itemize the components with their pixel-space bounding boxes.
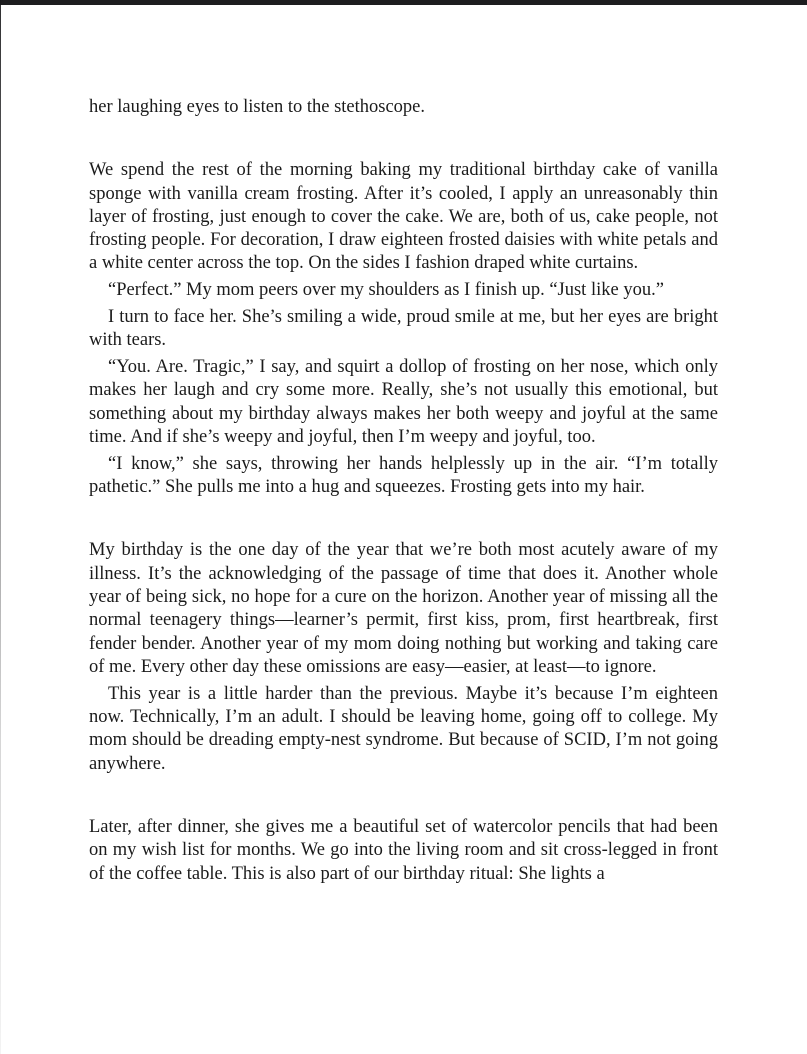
- paragraph: “Perfect.” My mom peers over my shoulders as I finish up. “Just like you.”: [108, 280, 664, 301]
- paragraph: “You. Are. Tragic,” I say, and squirt a dollop of frosting on her nose, which only makes her laugh and cry some more. Really, she’s not usually this emotional, but something about my birthday always makes her both weepy and joyful at the same time. And if she’s weepy and joyful, then I’m weepy and joyful, too.: [89, 357, 718, 448]
- paragraph: her laughing eyes to listen to the stethoscope.: [89, 97, 426, 117]
- paragraph: “I know,” she says, throwing her hands helplessly up in the air. “I’m totally pathetic.” She pulls me into a hug and squeezes. Frosting gets into my hair.: [89, 453, 718, 498]
- paragraph: My birthday is the one day of the year that we’re both most acutely aware of my illness. It’s the acknowledging of the passage of time that does it. Another whole year of being sick, no hope for a cure on the horizon. Another year of missing all the normal teenagery things—learner’s permit, first kiss, prom, first heartbreak, first fender bender. Another year of my mom doing nothing but working and taking care of me. Every other day these omissions are easy—easier, at least—to ignore.: [89, 540, 718, 677]
- paragraph: We spend the rest of the morning baking my traditional birthday cake of vanilla sponge with vanilla cream frosting. After it’s cooled, I apply an unreasonably thin layer of frosting, just enough to cover the cake. We are, both of us, cake people, not frosting people. For decoration, I draw eighteen frosted daisies with white petals and a white center across the top. On the sides I fashion draped white curtains.: [89, 160, 718, 274]
- scan-edge-top: [0, 0, 807, 5]
- paragraph: This year is a little harder than the previous. Maybe it’s because I’m eighteen now. Technically, I’m an adult. I should be leaving home, going off to college. My mom should be dreading empty-nest syndrome. But because of SCID, I’m not going anywhere.: [89, 683, 718, 774]
- paragraph: Later, after dinner, she gives me a beautiful set of watercolor pencils that had been on my wish list for months. We go into the living room and sit cross-legged in front of the coffee table. This is also part of our birthday ritual: She lights a: [89, 816, 718, 884]
- scan-edge-left: [0, 0, 1, 1054]
- paragraph: I turn to face her. She’s smiling a wide, proud smile at me, but her eyes are bright with tears.: [89, 307, 718, 351]
- page-text: [89, 96, 718, 886]
